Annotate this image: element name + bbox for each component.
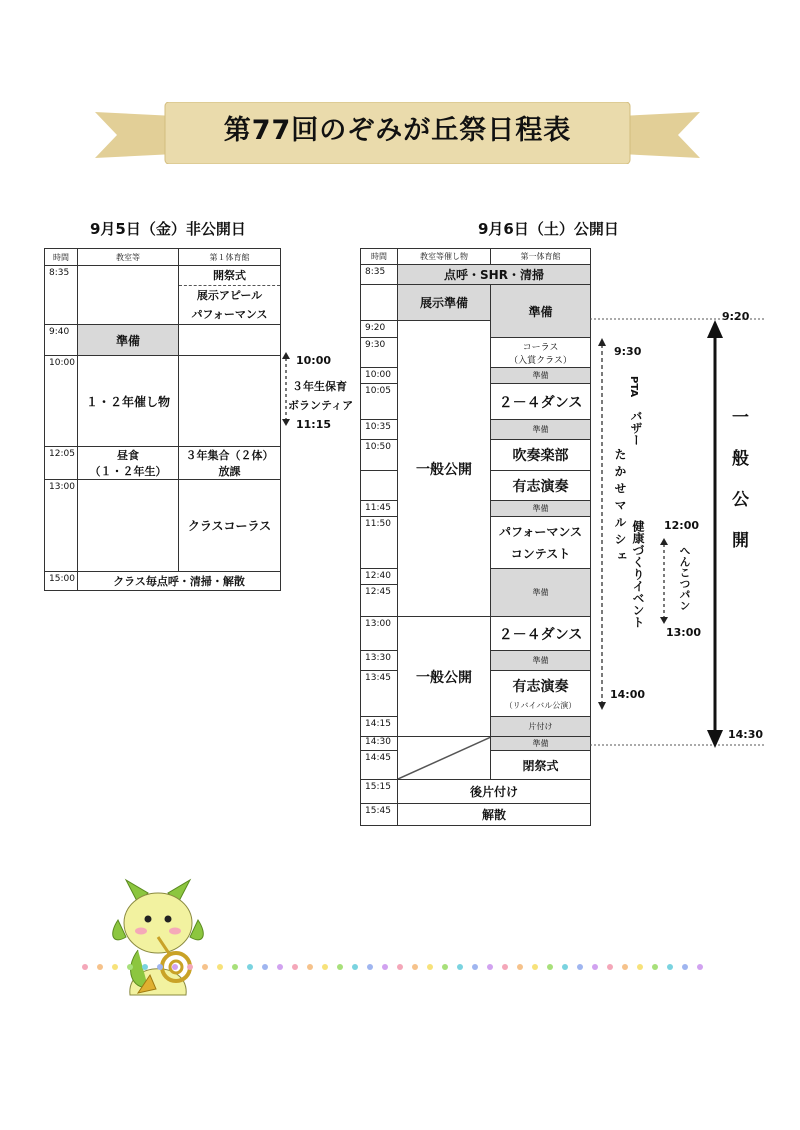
volunteer-label2: ボランティア	[288, 399, 354, 412]
time-cell: 14:30	[361, 737, 398, 751]
col-header: 教室等	[78, 249, 179, 266]
volunteer-cell-1: 有志演奏	[491, 471, 591, 501]
lunch: 昼食	[117, 449, 139, 462]
gym-prep-cell: 準備	[491, 285, 591, 338]
lunch-sub: （１・２年生）	[89, 465, 167, 478]
divider-dot	[232, 964, 238, 970]
time-cell: 13:30	[361, 651, 398, 671]
volunteer-arrow	[280, 352, 292, 426]
time-cell: 14:45	[361, 751, 398, 780]
divider-dot	[247, 964, 253, 970]
divider-dot	[607, 964, 613, 970]
col-header: 第一体育館	[491, 249, 591, 265]
after-cleanup-cell: 後片付け	[398, 780, 591, 804]
page-title: 第77回のぞみが丘祭日程表	[223, 115, 572, 146]
empty-cell	[78, 266, 179, 325]
volunteer-revival: 有志演奏	[512, 679, 569, 695]
mascot-illustration	[108, 875, 208, 1010]
open-start: 9:20	[722, 310, 750, 323]
time-cell: 10:00	[45, 356, 78, 447]
divider-dot	[352, 964, 358, 970]
chorus-cell	[491, 338, 591, 368]
exhibit-appeal: 展示アピール	[196, 289, 263, 302]
divider-dot	[97, 964, 103, 970]
marche-label: たかせマルシェ	[613, 448, 627, 567]
divider-dot	[637, 964, 643, 970]
volunteer-start: 10:00	[296, 354, 332, 367]
diagonal-cell	[398, 737, 491, 780]
chorus: コーラス	[522, 342, 559, 353]
band-cell: 吹奏楽部	[491, 440, 591, 471]
divider-dot	[487, 964, 493, 970]
prep-cell: 準備	[491, 651, 591, 671]
col-header: 教室等催し物	[398, 249, 491, 265]
bazaar-label: バザー	[629, 410, 643, 446]
day2-schedule-table	[360, 248, 591, 826]
diagonal-line	[398, 737, 491, 779]
time-cell: 13:00	[45, 480, 78, 572]
release: 放課	[218, 465, 241, 478]
prep-cell: 準備	[491, 569, 591, 617]
divider-dot	[82, 964, 88, 970]
pta-start: 9:30	[614, 345, 642, 358]
time-cell: 9:20	[361, 321, 398, 338]
pta-label: PTA	[628, 376, 639, 398]
empty-time	[361, 471, 398, 501]
time-cell: 10:05	[361, 384, 398, 420]
divider-dot	[142, 964, 148, 970]
open-ceremony: 開祭式	[179, 266, 280, 286]
dismiss-cell: 解散	[398, 804, 591, 826]
divider-dot	[622, 964, 628, 970]
divider-dot	[667, 964, 673, 970]
time-cell: 15:45	[361, 804, 398, 826]
events-cell: １・２年催し物	[78, 356, 179, 447]
time-cell: 9:40	[45, 325, 78, 356]
prep-cell: 準備	[491, 368, 591, 384]
colorful-dot-divider	[80, 962, 710, 972]
time-cell: 14:15	[361, 717, 398, 737]
time-cell: 11:50	[361, 517, 398, 569]
day1-schedule-table	[44, 248, 281, 591]
time-cell: 12:45	[361, 585, 398, 617]
divider-dot	[112, 964, 118, 970]
divider-dot	[562, 964, 568, 970]
pan-label: へんこつパン	[678, 545, 691, 611]
time-cell: 9:30	[361, 338, 398, 368]
opening-cell	[179, 266, 281, 325]
col-header: 時間	[45, 249, 78, 266]
col-header: 時間	[361, 249, 398, 265]
divider-dot	[382, 964, 388, 970]
cleanup-cell: 片付け	[491, 717, 591, 737]
divider-dot	[337, 964, 343, 970]
chorus-cell: クラスコーラス	[179, 480, 281, 572]
contest-line1: パフォーマンス	[498, 524, 583, 539]
empty-cell	[78, 480, 179, 572]
divider-dot	[307, 964, 313, 970]
divider-dot	[292, 964, 298, 970]
gather-cell	[179, 447, 281, 480]
prep-cell: 準備	[491, 737, 591, 751]
pan-start: 12:00	[664, 519, 700, 532]
empty-cell	[179, 356, 281, 447]
divider-dot	[277, 964, 283, 970]
exhibit-prep-cell: 展示準備	[398, 285, 491, 321]
divider-dot	[397, 964, 403, 970]
time-cell: 11:45	[361, 501, 398, 517]
time-cell: 15:00	[45, 572, 78, 591]
contest-line2: コンテスト	[510, 546, 571, 561]
time-cell: 10:00	[361, 368, 398, 384]
closing-cell: クラス毎点呼・清掃・解散	[78, 572, 281, 591]
day1-heading: 9月5日（金）非公開日	[90, 220, 246, 238]
day2-heading: 9月6日（土）公開日	[478, 220, 619, 238]
time-cell: 12:40	[361, 569, 398, 585]
time-cell: 8:35	[361, 265, 398, 285]
public-open-vertical: 一般公開	[728, 408, 748, 572]
empty-cell	[179, 325, 281, 356]
time-cell: 10:50	[361, 440, 398, 471]
public-open-arrow	[705, 320, 725, 748]
closing-ceremony-cell: 閉祭式	[491, 751, 591, 780]
divider-dot	[697, 964, 703, 970]
divider-dot	[682, 964, 688, 970]
roll-call-cell: 点呼・SHR・清掃	[398, 265, 591, 285]
divider-dot	[472, 964, 478, 970]
pan-arrow	[658, 538, 670, 624]
volunteer-end: 11:15	[296, 418, 332, 431]
health-event-label: 健康づくりイベント	[631, 520, 645, 628]
divider-dot	[157, 964, 163, 970]
time-cell: 13:00	[361, 617, 398, 651]
pta-arrow	[596, 338, 608, 710]
contest-cell	[491, 517, 591, 569]
revival-note: （リバイバル公演）	[504, 701, 577, 710]
divider-dot	[532, 964, 538, 970]
prep-cell: 準備	[491, 501, 591, 517]
empty-time	[361, 285, 398, 321]
dance-cell-1: ２－４ダンス	[491, 384, 591, 420]
divider-dot	[127, 964, 133, 970]
prep-cell: 準備	[78, 325, 179, 356]
volunteer-label1: ３年生保育	[292, 380, 347, 393]
divider-dot	[172, 964, 178, 970]
divider-dot	[427, 964, 433, 970]
dance-cell-2: ２－４ダンス	[491, 617, 591, 651]
open-end-line	[590, 744, 765, 747]
divider-dot	[577, 964, 583, 970]
time-cell: 12:05	[45, 447, 78, 480]
time-cell: 8:35	[45, 266, 78, 325]
divider-dot	[202, 964, 208, 970]
public-open-cell-2: 一般公開	[398, 617, 491, 737]
pta-end: 14:00	[610, 688, 646, 701]
divider-dot	[547, 964, 553, 970]
divider-dot	[457, 964, 463, 970]
divider-dot	[262, 964, 268, 970]
volunteer-cell-2	[491, 671, 591, 717]
divider-dot	[502, 964, 508, 970]
time-cell: 10:35	[361, 420, 398, 440]
performance: パフォーマンス	[191, 308, 268, 321]
divider-dot	[517, 964, 523, 970]
divider-dot	[367, 964, 373, 970]
open-end: 14:30	[728, 728, 764, 741]
senior-gather: ３年集合（２体）	[185, 449, 274, 462]
divider-dot	[652, 964, 658, 970]
time-cell: 13:45	[361, 671, 398, 717]
chorus-sub: （入賞クラス）	[509, 355, 572, 366]
divider-dot	[322, 964, 328, 970]
col-header: 第１体育館	[179, 249, 281, 266]
public-open-cell-1: 一般公開	[398, 321, 491, 617]
divider-dot	[442, 964, 448, 970]
time-cell: 15:15	[361, 780, 398, 804]
divider-dot	[187, 964, 193, 970]
divider-dot	[592, 964, 598, 970]
divider-dot	[217, 964, 223, 970]
divider-dot	[412, 964, 418, 970]
prep-cell: 準備	[491, 420, 591, 440]
pan-end: 13:00	[666, 626, 702, 639]
lunch-cell	[78, 447, 179, 480]
